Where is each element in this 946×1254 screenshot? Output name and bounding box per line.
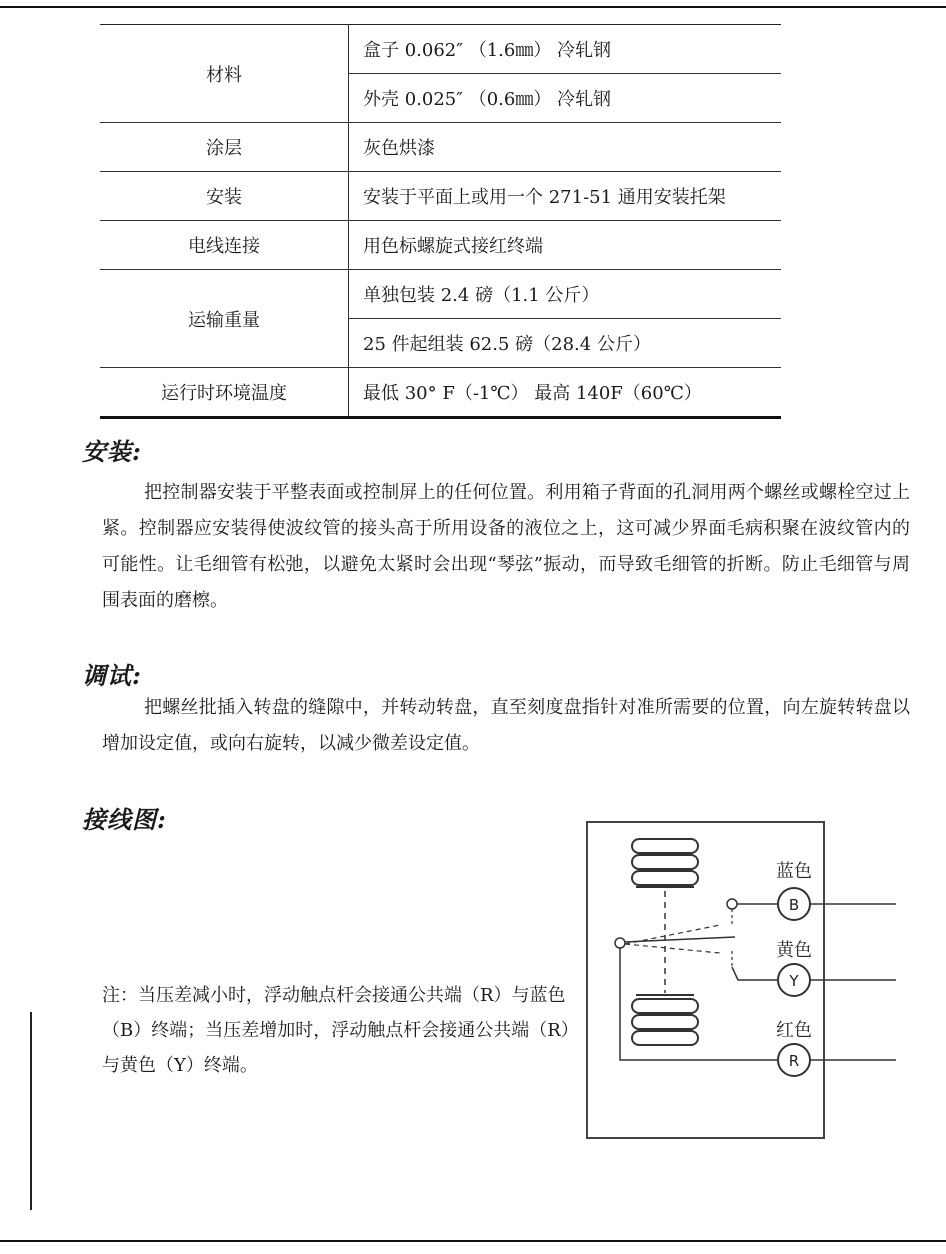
lever-lower-position xyxy=(625,944,720,953)
lower-bellows xyxy=(632,995,698,1045)
wiring-heading: 接线图: xyxy=(82,805,167,834)
table-row xyxy=(100,123,781,172)
spec-value: 外壳 0.025″ （0.6㎜） 冷轧钢 xyxy=(349,74,782,123)
table-row xyxy=(100,270,781,319)
adjust-paragraph: 把螺丝批插入转盘的缝隙中，并转动转盘，直至刻度盘指针对准所需要的位置，向左旋转转盘以增加设定值，或向右旋转，以减少微差设定值。 xyxy=(102,697,910,754)
upper-bellows xyxy=(632,839,698,887)
table-row xyxy=(100,221,781,270)
label-yellow: 黄色 xyxy=(776,940,812,961)
common-wire xyxy=(620,948,778,1060)
label-blue: 蓝色 xyxy=(776,861,812,882)
table-row xyxy=(100,368,781,418)
yellow-wire xyxy=(732,967,778,980)
table-row xyxy=(100,172,781,221)
wiring-note: 注：当压差减小时，浮动触点杆会接通公共端（R）与蓝色（B）终端；当压差增加时，浮动触点杆会接通公共端（R）与黄色（Y）终端。 xyxy=(102,985,570,1076)
table-row xyxy=(100,25,781,74)
spec-value: 灰色烘漆 xyxy=(349,123,782,172)
top-rule xyxy=(0,6,946,8)
spec-key: 涂层 xyxy=(100,123,349,172)
spec-key: 运输重量 xyxy=(100,270,349,368)
install-paragraph: 把控制器安装于平整表面或控制屏上的任何位置。利用箱子背面的孔洞用两个螺丝或螺栓空过上紧。控制器应安装得使波纹管的接头高于所用设备的液位之上，这可减少界面毛病积聚在波纹管内的可能性。让毛细管有松弛，以避免太紧时会出现“琴弦”振动，而导致毛细管的折断。防止毛细管与周围表面的磨檫。 xyxy=(102,482,910,611)
spec-key: 电线连接 xyxy=(100,221,349,270)
spec-value: 最低 30° F（-1℃） 最高 140F（60℃） xyxy=(349,368,782,418)
terminal-r-letter: R xyxy=(788,1052,800,1070)
spec-value: 盒子 0.062″ （1.6㎜） 冷轧钢 xyxy=(349,25,782,74)
contact-lever xyxy=(625,937,735,942)
spec-value: 单独包装 2.4 磅（1.1 公斤） xyxy=(349,270,782,319)
install-heading: 安装: xyxy=(82,437,142,466)
terminal-y-letter: Y xyxy=(789,972,799,990)
lever-pivot xyxy=(615,938,625,948)
spec-value: 25 件起组装 62.5 磅（28.4 公斤） xyxy=(349,319,782,368)
margin-bar xyxy=(30,1012,32,1210)
terminal-b-letter: B xyxy=(788,896,800,914)
upper-contact xyxy=(727,899,737,909)
adjust-heading: 调试: xyxy=(82,661,142,690)
spec-key: 安装 xyxy=(100,172,349,221)
spec-value: 安装于平面上或用一个 271-51 通用安装托架 xyxy=(349,172,782,221)
spec-table xyxy=(100,24,781,419)
bottom-rule xyxy=(0,1240,946,1242)
wiring-diagram xyxy=(580,815,900,1145)
label-red: 红色 xyxy=(776,1020,812,1041)
spec-value: 用色标螺旋式接红终端 xyxy=(349,221,782,270)
spec-key: 运行时环境温度 xyxy=(100,368,349,418)
spec-key: 材料 xyxy=(100,25,349,123)
